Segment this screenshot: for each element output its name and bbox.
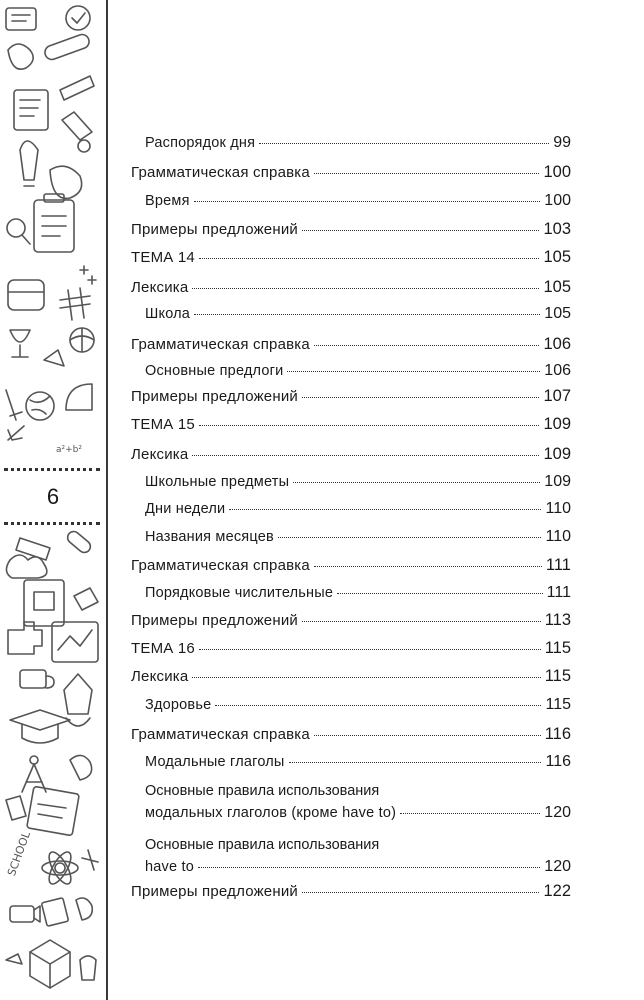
toc-entry-page: 109 [543,415,571,433]
dotted-divider-bottom [4,522,100,525]
decorative-sidebar [0,0,108,1000]
toc-entry[interactable] [131,783,571,822]
dot-leader [293,482,540,483]
toc-entry[interactable] [131,611,571,630]
toc-entry[interactable] [131,248,571,267]
dot-leader [194,314,540,315]
toc-entry-title: Грамматическая справка [131,557,310,574]
toc-entry[interactable] [131,837,571,876]
toc-entry-title: ТЕМА 15 [131,416,195,433]
page-number-band [0,468,106,526]
toc-entry-page: 109 [543,445,571,463]
toc-entry[interactable] [131,163,571,182]
toc-entry-page: 110 [545,528,571,545]
toc-entry-title: Модальные глаголы [145,754,285,770]
toc-entry-title: Грамматическая справка [131,336,310,353]
toc-entry[interactable] [131,220,571,239]
toc-entry-page: 109 [544,473,571,490]
dot-leader [302,397,539,398]
dot-leader [199,649,541,650]
toc-entry[interactable] [131,387,571,406]
toc-entry[interactable] [131,362,571,380]
dot-leader [198,867,540,868]
toc-entry-page: 103 [543,220,571,238]
toc-entry-page: 105 [543,248,571,266]
toc-entry[interactable] [131,415,571,434]
dot-leader [289,762,542,763]
toc-entry-page: 110 [545,500,571,517]
toc-entry-page: 105 [543,278,571,296]
dot-leader [215,705,541,706]
toc-entry-title: Порядковые числительные [145,585,334,601]
toc-entry-title: ТЕМА 14 [131,249,195,266]
toc-entry-page: 105 [544,305,571,322]
toc-entry[interactable] [131,445,571,464]
toc-entry-title: Лексика [131,446,189,463]
toc-entry[interactable] [131,882,571,901]
toc-entry-page: 116 [544,725,571,743]
toc-entry-page: 115 [544,667,571,685]
toc-entry-title: Названия месяцев [145,529,274,545]
dot-leader [302,892,539,893]
dot-leader [302,230,539,231]
toc-entry-title: ТЕМА 16 [131,640,195,657]
toc-entry[interactable] [131,305,571,323]
toc-entry-page: 122 [543,882,571,900]
toc-entry[interactable] [131,192,571,210]
toc-entry[interactable] [131,753,571,771]
toc-entry-page: 106 [544,362,571,379]
toc-entry-page: 100 [543,163,571,181]
toc-entry-title: Примеры предложений [131,883,298,900]
dot-leader [192,677,540,678]
toc-entry[interactable] [131,725,571,744]
toc-entry-page: 116 [545,753,571,770]
dot-leader [229,509,541,510]
dot-leader [199,425,540,426]
dot-leader [199,258,540,259]
dotted-divider-top [4,468,100,471]
dot-leader [302,621,541,622]
dot-leader [287,371,540,372]
dot-leader [314,345,540,346]
dot-leader [194,201,541,202]
toc-entry[interactable] [131,667,571,686]
toc-entry-page: 111 [546,584,571,601]
toc-entry-page: 100 [544,192,571,209]
toc-entry-title-line1: Основные правила использования [145,783,380,799]
dot-leader [314,566,542,567]
dot-leader [278,537,542,538]
toc-entry-title: Дни недели [145,501,226,517]
toc-entry-page: 106 [543,335,571,353]
toc-entry[interactable] [131,500,571,518]
toc-entry-page: 113 [544,611,571,629]
toc-entry-title: модальных глаголов (кроме have to) [145,805,397,821]
dot-leader [192,288,539,289]
toc-entry-title: Распорядок дня [145,135,256,151]
toc-entry-title: Здоровье [145,697,212,713]
toc-entry-title: Лексика [131,668,189,685]
toc-entry[interactable] [131,473,571,491]
toc-entry-title-line1: Основные правила использования [145,837,380,853]
toc-entry-page: 107 [543,387,571,405]
toc-entry[interactable] [131,278,571,297]
dot-leader [192,455,539,456]
svg-text:SCHOOL: SCHOOL [4,829,34,878]
toc-entry[interactable] [131,556,571,575]
dot-leader [314,173,540,174]
toc-entry[interactable] [131,134,571,152]
toc-entry-page: 120 [544,804,571,821]
toc-entry-page: 120 [544,858,571,875]
toc-entry[interactable] [131,696,571,714]
dot-leader [259,143,549,144]
toc-entry-title: Время [145,193,190,209]
toc-entry[interactable] [131,528,571,546]
toc-entry-title: Школьные предметы [145,474,290,490]
toc-entry-page: 115 [544,639,571,657]
dot-leader [400,813,540,814]
svg-text:a²+b²: a²+b² [56,445,82,455]
toc-entry-title: Примеры предложений [131,221,298,238]
page-number: 6 [46,484,60,509]
toc-entry-page: 115 [545,696,571,713]
toc-entry[interactable] [131,639,571,658]
toc-entry-page: 99 [553,134,571,151]
toc-entry-title: Лексика [131,279,189,296]
toc-entry-title: Грамматическая справка [131,164,310,181]
toc-entry-title: have to [145,859,194,875]
toc-entry-title: Примеры предложений [131,388,298,405]
toc-entry[interactable] [131,335,571,354]
toc-entry[interactable] [131,584,571,602]
toc-entry-title: Грамматическая справка [131,726,310,743]
dot-leader [337,593,543,594]
toc-entry-title: Школа [145,306,191,322]
toc-entry-title: Примеры предложений [131,612,298,629]
toc-entry-page: 111 [545,556,571,574]
toc-entry-title: Основные предлоги [145,363,284,379]
dot-leader [314,735,541,736]
